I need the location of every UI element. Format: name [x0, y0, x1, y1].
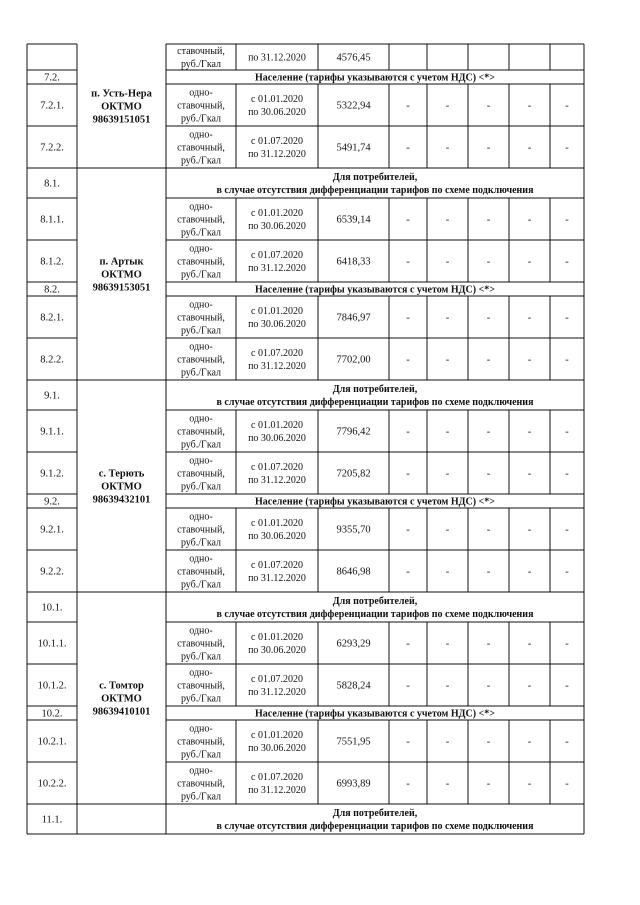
empty-cell-dash: - — [486, 680, 491, 692]
row-number: 9.2.2. — [40, 566, 64, 578]
tariff-unit — [177, 244, 225, 281]
empty-cell-dash: - — [445, 468, 450, 480]
group-header-line: Население (тарифы указываются с учетом НДС) <*> — [255, 496, 495, 508]
tariff-unit-line: руб./Гкал — [180, 155, 222, 167]
tariff-period-line: по 31.12.2020 — [248, 687, 306, 698]
empty-cell-dash: - — [527, 312, 532, 324]
tariff-unit — [177, 46, 225, 70]
group-header-line: Для потребителей, — [332, 596, 418, 607]
settlement-name-line: 98639432101 — [92, 494, 151, 506]
tariff-period-line: с 01.07.2020 — [251, 772, 303, 783]
tariff-unit-line: одно- — [189, 341, 213, 353]
empty-cell-dash: - — [527, 778, 532, 790]
tariff-unit — [177, 202, 225, 239]
settlement-name — [93, 257, 151, 294]
tariff-unit — [177, 130, 225, 167]
tariff-unit — [177, 300, 225, 337]
tariff-period-line: с 01.07.2020 — [251, 136, 303, 147]
row-number: 8.1. — [44, 178, 60, 190]
empty-cell-dash: - — [527, 468, 532, 480]
row-number: 8.2.2. — [40, 354, 64, 366]
empty-cell-dash: - — [445, 214, 450, 226]
empty-cell-dash: - — [406, 312, 410, 324]
empty-cell-dash: - — [486, 142, 491, 154]
tariff-value: 5322,94 — [336, 100, 371, 112]
tariff-unit — [177, 414, 225, 451]
tariff-unit — [177, 668, 225, 705]
group-header-line: в случае отсутствия дифференциации тарифов по схеме подключения — [216, 397, 534, 408]
tariff-period-line: с 01.07.2020 — [251, 250, 303, 261]
group-header — [255, 497, 495, 508]
tariff-period — [248, 730, 306, 754]
tariff-value: 6293,29 — [336, 638, 371, 650]
tariff-value: 5491,74 — [336, 142, 371, 154]
empty-cell-dash: - — [527, 354, 532, 366]
empty-cell-dash: - — [486, 524, 491, 536]
tariff-unit-line: одно- — [189, 413, 213, 425]
tariff-unit-line: одно- — [189, 511, 213, 523]
tariff-unit — [177, 88, 225, 125]
tariff-unit-line: руб./Гкал — [180, 579, 222, 591]
empty-cell-dash: - — [486, 426, 491, 438]
settlement-name-line: с. Терють — [98, 468, 145, 480]
empty-cell-dash: - — [527, 680, 532, 692]
empty-cell-dash: - — [486, 256, 491, 268]
row-number: 8.2. — [44, 284, 60, 296]
empty-cell-dash: - — [406, 100, 410, 112]
tariff-unit-line: одно- — [189, 201, 213, 213]
row-number: 8.1.1. — [40, 214, 64, 226]
empty-cell-dash: - — [486, 638, 491, 650]
empty-cell-dash: - — [445, 142, 450, 154]
tariff-unit-line: ставочный, — [177, 142, 225, 154]
tariff-value: 7702,00 — [336, 354, 371, 366]
tariff-value: 7846,97 — [336, 312, 371, 324]
tariff-unit — [177, 554, 225, 591]
empty-cell-dash: - — [406, 214, 410, 226]
tariff-period-line: с 01.01.2020 — [251, 730, 303, 741]
tariff-unit-line: руб./Гкал — [180, 481, 222, 493]
tariff-unit-line: ставочный, — [177, 354, 225, 366]
group-header-line: в случае отсутствия дифференциации тарифов по схеме подключения — [216, 185, 534, 196]
tariff-unit-line: одно- — [189, 723, 213, 735]
empty-cell-dash: - — [565, 312, 569, 324]
row-number: 8.2.1. — [40, 312, 64, 324]
tariff-period — [248, 250, 306, 274]
tariff-period — [248, 772, 306, 796]
tariff-unit — [177, 724, 225, 761]
tariff-period-line: по 30.06.2020 — [248, 531, 306, 542]
tariff-unit-line: ставочный, — [177, 256, 225, 268]
empty-cell-dash: - — [527, 142, 532, 154]
tariff-unit-line: одно- — [189, 87, 213, 99]
empty-cell-dash: - — [486, 778, 491, 790]
empty-cell-dash: - — [527, 256, 532, 268]
tariff-unit-line: руб./Гкал — [180, 651, 222, 663]
empty-cell-dash: - — [406, 736, 410, 748]
row-number: 10.2.2. — [37, 778, 67, 790]
settlement-name-line: п. Усть-Нера — [91, 88, 152, 100]
group-header — [217, 172, 535, 196]
tariff-period-line: с 01.01.2020 — [251, 94, 303, 105]
group-header — [255, 709, 495, 720]
row-number: 10.1. — [41, 602, 63, 614]
tariff-period-line: по 31.12.2020 — [248, 475, 306, 486]
empty-cell-dash: - — [527, 736, 532, 748]
tariff-unit-line: руб./Гкал — [180, 59, 222, 70]
tariff-period — [248, 348, 306, 372]
empty-cell-dash: - — [445, 426, 450, 438]
tariff-period-line: по 31.12.2020 — [248, 263, 306, 274]
tariff-unit-line: одно- — [189, 299, 213, 311]
row-number: 9.1. — [44, 390, 60, 402]
tariff-value: 7796,42 — [336, 426, 371, 438]
tariff-period — [248, 560, 306, 584]
settlement-name-line: ОКТМО — [101, 101, 142, 113]
tariff-period — [248, 306, 306, 330]
tariff-unit-line: ставочный, — [177, 680, 225, 692]
row-number: 7.2.2. — [40, 142, 64, 154]
tariff-unit-line: руб./Гкал — [180, 113, 222, 125]
empty-cell-dash: - — [445, 736, 450, 748]
tariff-unit-line: руб./Гкал — [180, 537, 222, 549]
empty-cell-dash: - — [527, 638, 532, 650]
empty-cell-dash: - — [565, 638, 569, 650]
tariff-period — [248, 420, 306, 444]
tariff-period — [248, 208, 306, 232]
row-number: 7.2.1. — [40, 100, 64, 112]
empty-cell-dash: - — [445, 638, 450, 650]
group-header-line: в случае отсутствия дифференциации тарифов по схеме подключения — [216, 609, 534, 620]
tariff-unit-line: ставочный, — [177, 638, 225, 650]
tariff-unit-line: руб./Гкал — [180, 367, 222, 379]
empty-cell-dash: - — [486, 736, 491, 748]
tariff-unit — [177, 766, 225, 803]
tariff-value: 5828,24 — [336, 680, 371, 692]
settlement-name — [93, 681, 151, 718]
settlement-name-line: 98639153051 — [92, 282, 151, 294]
tariff-period-line: с 01.07.2020 — [251, 462, 303, 473]
tariff-unit — [177, 512, 225, 549]
settlement-name — [91, 89, 152, 126]
tariff-value: 8646,98 — [336, 566, 371, 578]
tariff-unit — [177, 342, 225, 379]
tariff-period — [248, 94, 306, 118]
tariff-period-line: с 01.07.2020 — [251, 674, 303, 685]
group-header-line: Население (тарифы указываются с учетом НДС) <*> — [255, 72, 495, 84]
tariff-period-line: с 01.01.2020 — [251, 632, 303, 643]
tariff-unit-line: руб./Гкал — [180, 439, 222, 451]
tariff-unit-line: ставочный, — [177, 736, 225, 748]
settlement-name-line: ОКТМО — [101, 693, 142, 705]
settlement-name-line: 98639151051 — [92, 114, 151, 126]
empty-cell-dash: - — [527, 100, 532, 112]
empty-cell-dash: - — [406, 778, 410, 790]
tariff-unit-line: одно- — [189, 625, 213, 637]
row-number: 10.2.1. — [37, 736, 67, 748]
empty-cell-dash: - — [406, 680, 410, 692]
empty-cell-dash: - — [486, 354, 491, 366]
settlement-name-line: 98639410101 — [92, 706, 151, 718]
tariff-unit-line: одно- — [189, 243, 213, 255]
empty-cell-dash: - — [445, 256, 450, 268]
empty-cell-dash: - — [486, 312, 491, 324]
tariff-period — [248, 462, 306, 486]
group-header-line: Население (тарифы указываются с учетом НДС) <*> — [255, 708, 495, 720]
empty-cell-dash: - — [445, 524, 450, 536]
tariff-period-line: по 31.12.2020 — [248, 573, 306, 584]
tariff-value: 9355,70 — [336, 524, 371, 536]
tariff-period — [248, 674, 306, 698]
tariff-unit-line: руб./Гкал — [180, 269, 222, 281]
settlement-name-line: п. Артык — [99, 256, 144, 268]
tariff-unit — [177, 626, 225, 663]
empty-cell-dash: - — [565, 778, 569, 790]
tariff-unit — [177, 456, 225, 493]
empty-cell-dash: - — [445, 778, 450, 790]
tariff-period-line: по 30.06.2020 — [248, 107, 306, 118]
tariff-period-line: с 01.07.2020 — [251, 560, 303, 571]
tariff-value: 7205,82 — [336, 468, 371, 480]
tariff-unit-line: ставочный, — [177, 566, 225, 578]
group-header-line: Население (тарифы указываются с учетом НДС) <*> — [255, 284, 495, 296]
tariff-period-line: по 30.06.2020 — [248, 319, 306, 330]
empty-cell-dash: - — [527, 524, 532, 536]
empty-cell-dash: - — [565, 524, 569, 536]
tariff-unit-line: руб./Гкал — [180, 791, 222, 803]
tariff-unit-line: ставочный, — [177, 524, 225, 536]
group-header — [217, 808, 535, 832]
empty-cell-dash: - — [406, 426, 410, 438]
empty-cell-dash: - — [406, 256, 410, 268]
tariff-unit-line: ставочный, — [177, 468, 225, 480]
tariff-period-line: с 01.07.2020 — [251, 348, 303, 359]
tariff-period — [248, 53, 306, 64]
row-number: 7.2. — [44, 72, 60, 84]
empty-cell-dash: - — [445, 680, 450, 692]
empty-cell-dash: - — [445, 566, 450, 578]
empty-cell-dash: - — [406, 524, 410, 536]
tariff-period-line: по 30.06.2020 — [248, 743, 306, 754]
row-number: 10.1.2. — [37, 680, 67, 692]
empty-cell-dash: - — [445, 354, 450, 366]
tariff-value: 6539,14 — [336, 214, 371, 226]
empty-cell-dash: - — [406, 468, 410, 480]
row-number: 9.1.1. — [40, 426, 64, 438]
group-header — [217, 384, 535, 408]
tariff-period-line: по 31.12.2020 — [248, 149, 306, 160]
tariff-unit-line: руб./Гкал — [180, 693, 222, 705]
empty-cell-dash: - — [527, 214, 532, 226]
tariff-unit-line: ставочный, — [177, 778, 225, 790]
empty-cell-dash: - — [565, 354, 569, 366]
tariff-period-line: по 31.12.2020 — [248, 785, 306, 796]
empty-cell-dash: - — [565, 142, 569, 154]
tariff-value: 6993,89 — [336, 778, 371, 790]
empty-cell-dash: - — [565, 468, 569, 480]
tariff-unit-line: одно- — [189, 553, 213, 565]
empty-cell-dash: - — [565, 680, 569, 692]
tariff-period — [248, 136, 306, 160]
tariff-unit-line: ставочный, — [177, 100, 225, 112]
row-number: 10.2. — [41, 708, 63, 720]
tariff-period-line: с 01.01.2020 — [251, 518, 303, 529]
empty-cell-dash: - — [486, 214, 491, 226]
group-header-line: в случае отсутствия дифференциации тарифов по схеме подключения — [216, 821, 534, 832]
empty-cell-dash: - — [406, 566, 410, 578]
empty-cell-dash: - — [565, 100, 569, 112]
row-number: 8.1.2. — [40, 256, 64, 268]
tariff-unit-line: одно- — [189, 765, 213, 777]
group-header-line: Для потребителей, — [332, 384, 418, 395]
settlement-name-line: с. Томтор — [99, 680, 144, 692]
tariff-period-line: с 01.01.2020 — [251, 420, 303, 431]
tariff-unit-line: ставочный, — [177, 46, 225, 57]
empty-cell-dash: - — [565, 736, 569, 748]
empty-cell-dash: - — [565, 426, 569, 438]
empty-cell-dash: - — [565, 214, 569, 226]
tariff-unit-line: ставочный, — [177, 426, 225, 438]
settlement-name-line: ОКТМО — [101, 481, 142, 493]
empty-cell-dash: - — [486, 468, 491, 480]
group-header — [217, 596, 535, 620]
empty-cell-dash: - — [445, 100, 450, 112]
empty-cell-dash: - — [406, 354, 410, 366]
empty-cell-dash: - — [527, 426, 532, 438]
tariff-value: 4576,45 — [336, 52, 371, 64]
tariff-unit-line: руб./Гкал — [180, 749, 222, 761]
tariff-unit-line: руб./Гкал — [180, 227, 222, 239]
tariff-unit-line: руб./Гкал — [180, 325, 222, 337]
empty-cell-dash: - — [565, 256, 569, 268]
tariff-unit-line: одно- — [189, 129, 213, 141]
empty-cell-dash: - — [527, 566, 532, 578]
row-number: 11.1. — [41, 814, 63, 826]
tariff-period — [248, 632, 306, 656]
row-number: 10.1.1. — [37, 638, 67, 650]
tariff-period-line: по 30.06.2020 — [248, 221, 306, 232]
tariff-period — [248, 518, 306, 542]
row-number: 9.2. — [44, 496, 60, 508]
tariff-period-line: по 31.12.2020 — [248, 52, 306, 64]
row-number: 9.2.1. — [40, 524, 64, 536]
empty-cell-dash: - — [486, 100, 491, 112]
group-header — [255, 73, 495, 84]
tariff-value: 6418,33 — [336, 256, 371, 268]
empty-cell-dash: - — [445, 312, 450, 324]
group-header-line: Для потребителей, — [332, 808, 418, 819]
empty-cell-dash: - — [565, 566, 569, 578]
tariff-period-line: с 01.01.2020 — [251, 208, 303, 219]
empty-cell-dash: - — [406, 142, 410, 154]
tariff-unit-line: одно- — [189, 455, 213, 467]
tariff-unit-line: ставочный, — [177, 214, 225, 226]
settlement-name-line: ОКТМО — [101, 269, 142, 281]
empty-cell-dash: - — [486, 566, 491, 578]
tariff-period-line: по 30.06.2020 — [248, 433, 306, 444]
group-header-line: Для потребителей, — [332, 172, 418, 183]
tariff-unit-line: одно- — [189, 667, 213, 679]
tariff-period-line: с 01.01.2020 — [251, 306, 303, 317]
tariff-value: 7551,95 — [336, 736, 371, 748]
group-header — [255, 285, 495, 296]
tariff-period-line: по 30.06.2020 — [248, 645, 306, 656]
row-number: 9.1.2. — [40, 468, 64, 480]
empty-cell-dash: - — [406, 638, 410, 650]
tariff-unit-line: ставочный, — [177, 312, 225, 324]
tariff-period-line: по 31.12.2020 — [248, 361, 306, 372]
settlement-name — [93, 469, 151, 506]
